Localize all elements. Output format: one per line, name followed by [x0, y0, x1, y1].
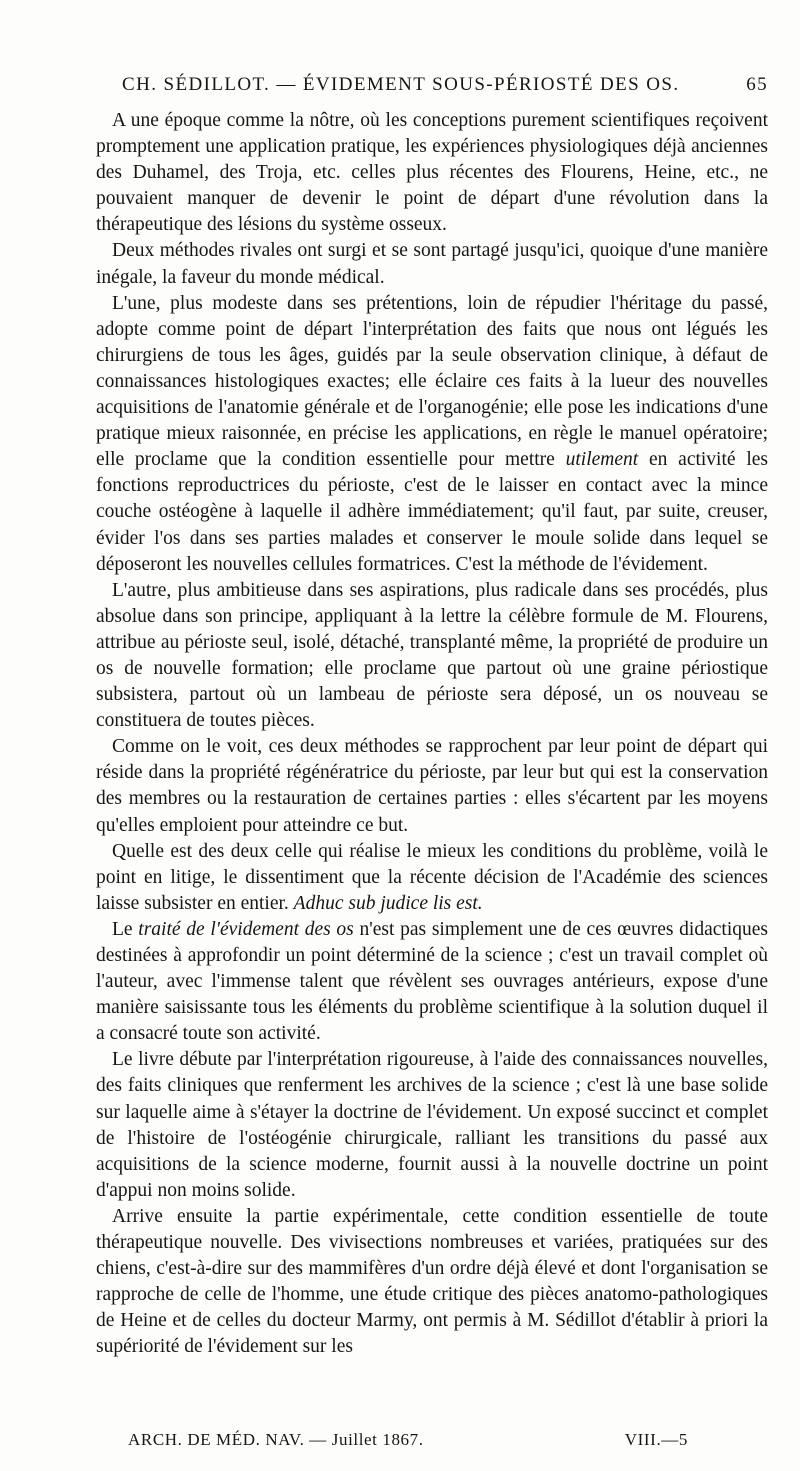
- text-run: Comme on le voit, ces deux méthodes se rapprochent par leur point de départ qui réside dans la propriété régénératrice du périoste, par leur but qui est la conservation des membres ou la restauration de certaines parties : elles s'écartent par les moyens qu'elles emploient pour atteindre ce but.: [96, 736, 768, 836]
- text-run: Arrive ensuite la partie expérimentale, cette condition essentielle de toute thérapeutique nouvelle. Des vivisections nombreuses et variées, pratiquées sur des chiens, c'est-à-dire sur des mammifères d'un ordre déjà élevé et dont l'organisation se rapproche de celle de l'homme, une étude critique des pièces anatomo-pathologiques de Heine et de celles du docteur Marmy, ont permis à M. Sédillot d'établir à priori la supériorité de l'évidement sur les: [96, 1205, 768, 1358]
- text-run: L'autre, plus ambitieuse dans ses aspirations, plus radicale dans ses procédés, plus absolue dans son principe, appliquant à la lettre la célèbre formule de M. Flourens, attribue au périoste seul, isolé, détaché, transplanté même, la propriété de produire un os de nouvelle formation; elle proclame que partout où une graine périostique subsistera, partout où un lambeau de périoste sera déposé, un os nouveau se constituera de toutes pièces.: [96, 579, 768, 732]
- text-run: n'est pas simplement une de ces œuvres didactiques destinées à approfondir un point déterminé de la science ; c'est un travail complet où l'auteur, avec l'immense talent que révèlent ses ouvrages antérieurs, expose d'une manière saisissante tous les éléments du problème scientifique à la solution duquel il a consacré toute son activité.: [96, 918, 768, 1045]
- text-run: Le: [112, 918, 139, 940]
- footer-date: Juillet 1867.: [331, 1430, 424, 1449]
- footer-journal: ARCH. DE MÉD. NAV.: [128, 1430, 305, 1449]
- italic-text: utilement: [565, 449, 639, 471]
- page-number: 65: [746, 74, 768, 95]
- footer-separator: —: [309, 1430, 327, 1449]
- paragraph: [96, 1204, 768, 1361]
- paragraph: [96, 917, 768, 1047]
- italic-text: traité de l'évidement des os: [138, 918, 354, 940]
- paragraph: [96, 108, 768, 238]
- paragraph: [96, 839, 768, 917]
- text-run: Deux méthodes rivales ont surgi et se sont partagé jusqu'ici, quoique d'une manière inégale, la faveur du monde médical.: [96, 240, 768, 288]
- signature-mark: VIII.—5: [624, 1430, 688, 1449]
- text-run: L'une, plus modeste dans ses prétentions, loin de répudier l'héritage du passé, adopte comme point de départ l'interprétation des faits que nous ont légués les chirurgiens de tous les âges, guidés par la seule observation clinique, à défaut de connaissances histologiques exactes; elle éclaire ces faits à la lueur des nouvelles acquisitions de l'anatomie générale et de l'organogénie; elle pose les indications d'une pratique mieux raisonnée, en précise les applications, en règle le manuel opératoire; elle proclame que la condition essentielle pour mettre: [96, 292, 768, 471]
- paragraph: [96, 734, 768, 838]
- paragraph: [96, 238, 768, 290]
- text-run: en activité les fonctions reproductrices du périoste, c'est de le laisser en contact avec la mince couche ostéogène à laquelle il adhère immédiatement; qu'il faut, par suite, creuser, évider l'os dans ses parties malades et conserver le moule solide dans lequel se déposeront les nouvelles cellules formatrices. C'est la méthode de l'évidement.: [96, 449, 768, 575]
- paragraph: [96, 1047, 768, 1204]
- article-body: [96, 108, 768, 1361]
- paragraph: [96, 291, 768, 578]
- running-title: CH. SÉDILLOT. — ÉVIDEMENT SOUS-PÉRIOSTÉ DES OS.: [122, 74, 680, 95]
- footer-journal-date: [128, 1430, 424, 1450]
- text-run: A une époque comme la nôtre, où les conceptions purement scientifiques reçoivent promptement une application pratique, les expériences physiologiques déjà anciennes des Duhamel, des Troja, etc. celles plus récentes des Flourens, Heine, etc., ne pouvaient manquer de devenir le point de départ d'une révolution dans la thérapeutique des lésions du système osseux.: [96, 110, 768, 236]
- text-run: Quelle est des deux celle qui réalise le mieux les conditions du problème, voilà le point en litige, le dissentiment que la récente décision de l'Académie des sciences laisse subsister en entier.: [96, 840, 768, 914]
- text-run: Le livre débute par l'interprétation rigoureuse, à l'aide des connaissances nouvelles, des faits cliniques que renferment les archives de la science ; c'est là une base solide sur laquelle aime à s'étayer la doctrine de l'évidement. Un exposé succinct et complet de l'histoire de l'ostéogénie chirurgicale, ralliant les transitions du passé aux acquisitions de la science moderne, fournit aussi à la nouvelle doctrine un point d'appui non moins solide.: [96, 1049, 768, 1201]
- paragraph: [96, 578, 768, 735]
- italic-text: Adhuc sub judice lis est.: [293, 892, 483, 914]
- running-header: [108, 66, 768, 106]
- page-footer: [128, 1430, 688, 1454]
